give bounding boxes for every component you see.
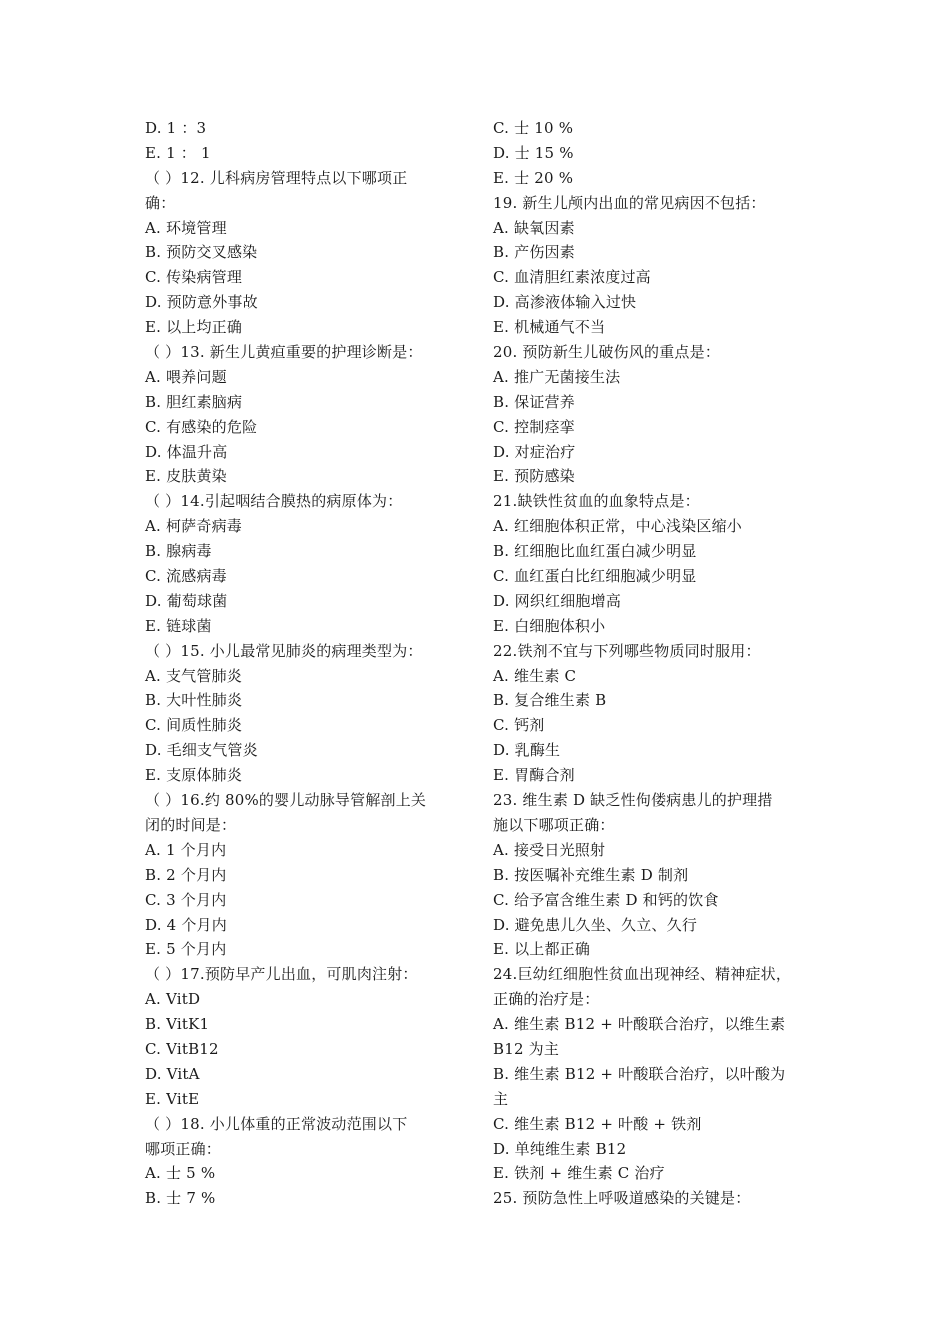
left-column bbox=[145, 116, 465, 1211]
text-line: C. 给予富含维生素 D 和钙的饮食 bbox=[493, 890, 719, 909]
text-line: C. VitB12 bbox=[145, 1039, 219, 1058]
text-line: E. 1 ： 1 bbox=[145, 143, 211, 162]
text-line: B. 士 7 % bbox=[145, 1189, 216, 1208]
text-line: E. VitE bbox=[145, 1089, 200, 1108]
text-line: A. VitD bbox=[145, 990, 201, 1009]
text-line: （ ）18. 小儿体重的正常波动范围以下 bbox=[145, 1114, 408, 1133]
text-line: （ ）16.约 80%的婴儿动脉导管解剖上关 bbox=[145, 791, 427, 810]
text-line: C. 血红蛋白比红细胞减少明显 bbox=[493, 567, 697, 586]
text-line: A. 柯萨奇病毒 bbox=[145, 517, 242, 536]
text-line: 24.巨幼红细胞性贫血出现神经、精神症状， bbox=[493, 965, 792, 984]
text-line: D. 4 个月内 bbox=[145, 915, 227, 934]
text-line: A. 接受日光照射 bbox=[493, 840, 606, 859]
text-line: A. 支气管肺炎 bbox=[145, 666, 242, 685]
text-line: D. 对症治疗 bbox=[493, 442, 576, 461]
text-line: A. 喂养问题 bbox=[145, 367, 227, 386]
text-line: D. 预防意外事故 bbox=[145, 293, 258, 312]
text-line: D. VitA bbox=[145, 1064, 200, 1083]
text-line: D. 毛细支气管炎 bbox=[145, 741, 258, 760]
text-line: A. 维生素 C bbox=[493, 666, 577, 685]
text-line: C. 有感染的危险 bbox=[145, 417, 258, 436]
text-line: 主 bbox=[493, 1089, 509, 1108]
text-line: （ ）14.引起咽结合膜热的病原体为： bbox=[145, 492, 403, 511]
text-line: B12 为主 bbox=[493, 1039, 560, 1058]
text-line: D. 葡萄球菌 bbox=[145, 591, 228, 610]
text-line: A. 环境管理 bbox=[145, 218, 227, 237]
text-line: （ ）17.预防早产儿出血，可肌肉注射： bbox=[145, 965, 418, 984]
text-line: C. 间质性肺炎 bbox=[145, 716, 243, 735]
text-line: E. 链球菌 bbox=[145, 616, 212, 635]
text-line: D. 高渗液体输入过快 bbox=[493, 293, 637, 312]
text-line: E. 胃酶合剂 bbox=[493, 766, 575, 785]
text-line: A. 推广无菌接生法 bbox=[493, 367, 621, 386]
text-line: 闭的时间是： bbox=[145, 815, 237, 834]
text-line: D. 网织红细胞增高 bbox=[493, 591, 622, 610]
text-line: 25. 预防急性上呼吸道感染的关键是： bbox=[493, 1189, 751, 1208]
text-line: E. 以上都正确 bbox=[493, 940, 591, 959]
text-line: B. 2 个月内 bbox=[145, 865, 227, 884]
text-line: （ ）15. 小儿最常见肺炎的病理类型为： bbox=[145, 641, 423, 660]
text-line: C. 流感病毒 bbox=[145, 567, 227, 586]
text-line: C. 维生素 B12 + 叶酸 + 铁剂 bbox=[493, 1114, 702, 1133]
text-line: C. 钙剂 bbox=[493, 716, 545, 735]
text-line: B. 胆红素脑病 bbox=[145, 392, 243, 411]
text-line: B. 产伤因素 bbox=[493, 243, 575, 262]
text-line: E. 皮肤黄染 bbox=[145, 467, 227, 486]
text-line: B. 按医嘱补充维生素 D 制剂 bbox=[493, 865, 689, 884]
text-line: D. 乳酶生 bbox=[493, 741, 561, 760]
text-line: C. 血清胆红素浓度过高 bbox=[493, 268, 651, 287]
text-line: E. 预防感染 bbox=[493, 467, 575, 486]
text-line: E. 机械通气不当 bbox=[493, 318, 606, 337]
text-line: （ ）13. 新生儿黄疸重要的护理诊断是： bbox=[145, 343, 423, 362]
text-line: E. 铁剂 + 维生素 C 治疗 bbox=[493, 1164, 665, 1183]
text-line: A. 缺氧因素 bbox=[493, 218, 575, 237]
text-line: D. 1 ：3 bbox=[145, 119, 207, 137]
text-line: （ ）12. 儿科病房管理特点以下哪项正 bbox=[145, 168, 408, 187]
text-line: C. 控制痉挛 bbox=[493, 417, 575, 436]
text-line: A. 红细胞体积正常，中心浅染区缩小 bbox=[493, 517, 742, 536]
text-line: E. 5 个月内 bbox=[145, 940, 227, 959]
text-line: 哪项正确： bbox=[145, 1139, 222, 1158]
text-line: 23. 维生素 D 缺乏性佝偻病患儿的护理措 bbox=[493, 791, 773, 810]
text-line: 20. 预防新生儿破伤风的重点是： bbox=[493, 343, 721, 362]
text-line: 正确的治疗是： bbox=[493, 990, 600, 1009]
text-line: A. 1 个月内 bbox=[145, 840, 227, 859]
text-line: B. 维生素 B12 + 叶酸联合治疗，以叶酸为 bbox=[493, 1064, 786, 1083]
text-line: B. 预防交叉感染 bbox=[145, 243, 258, 262]
text-line: A. 士 5 % bbox=[145, 1164, 216, 1183]
text-line: D. 士 15 % bbox=[493, 143, 574, 162]
text-line: C. 3 个月内 bbox=[145, 890, 227, 909]
text-line: B. 复合维生素 B bbox=[493, 691, 607, 710]
text-line: B. 红细胞比血红蛋白减少明显 bbox=[493, 542, 697, 561]
text-line: C. 传染病管理 bbox=[145, 268, 243, 287]
text-line: E. 士 20 % bbox=[493, 168, 574, 187]
text-line: C. 士 10 % bbox=[493, 119, 574, 137]
text-line: E. 以上均正确 bbox=[145, 318, 243, 337]
text-line: D. 体温升高 bbox=[145, 442, 228, 461]
text-line: E. 支原体肺炎 bbox=[145, 766, 243, 785]
text-line: B. VitK1 bbox=[145, 1015, 210, 1034]
right-column bbox=[493, 116, 811, 1211]
text-line: 21.缺铁性贫血的血象特点是： bbox=[493, 492, 700, 511]
text-line: D. 避免患儿久坐、久立、久行 bbox=[493, 915, 698, 934]
text-line: A. 维生素 B12 + 叶酸联合治疗，以维生素 bbox=[493, 1015, 786, 1034]
text-line: 19. 新生儿颅内出血的常见病因不包括： bbox=[493, 193, 766, 212]
text-line: 确： bbox=[145, 193, 176, 212]
text-line: B. 保证营养 bbox=[493, 392, 575, 411]
text-line: B. 腺病毒 bbox=[145, 542, 212, 561]
text-line: E. 白细胞体积小 bbox=[493, 616, 606, 635]
text-line: B. 大叶性肺炎 bbox=[145, 691, 243, 710]
text-line: 施以下哪项正确： bbox=[493, 815, 615, 834]
text-line: D. 单纯维生素 B12 bbox=[493, 1139, 627, 1158]
text-line: 22.铁剂不宜与下列哪些物质同时服用： bbox=[493, 641, 761, 660]
